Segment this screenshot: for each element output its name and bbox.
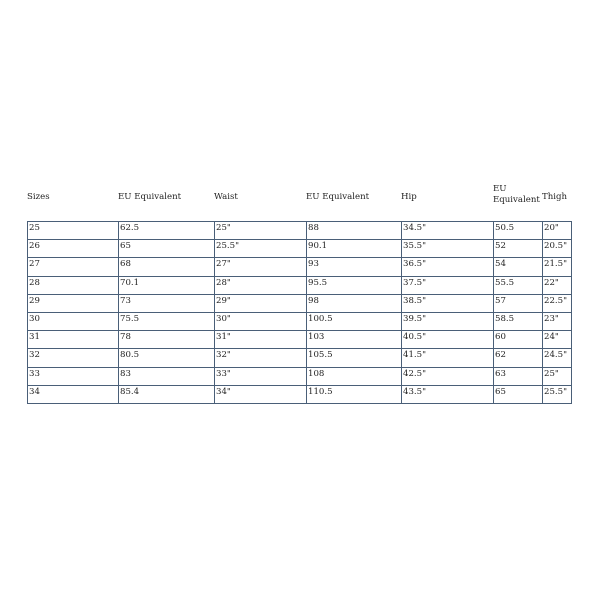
cell-thigh: 20" (543, 222, 572, 240)
cell-eu-waist: 90.1 (307, 240, 402, 258)
cell-hip: 40.5" (402, 331, 494, 349)
size-chart (27, 184, 571, 404)
cell-waist: 31" (215, 331, 307, 349)
cell-eu-hip: 55.5 (494, 276, 543, 294)
cell-waist: 33" (215, 367, 307, 385)
header-eu-equivalent-3: EU Equivalent (493, 184, 540, 205)
cell-thigh: 25" (543, 367, 572, 385)
cell-thigh: 25.5" (543, 385, 572, 403)
cell-hip: 35.5" (402, 240, 494, 258)
cell-eu-hip: 65 (494, 385, 543, 403)
cell-waist: 30" (215, 312, 307, 330)
cell-waist: 34" (215, 385, 307, 403)
cell-waist: 29" (215, 294, 307, 312)
cell-eu-size: 65 (119, 240, 215, 258)
cell-waist: 28" (215, 276, 307, 294)
cell-eu-waist: 105.5 (307, 349, 402, 367)
cell-eu-hip: 50.5 (494, 222, 543, 240)
table-row (28, 276, 572, 294)
table-row (28, 349, 572, 367)
cell-size: 26 (28, 240, 119, 258)
table-row (28, 294, 572, 312)
cell-thigh: 23" (543, 312, 572, 330)
cell-thigh: 24" (543, 331, 572, 349)
cell-thigh: 22" (543, 276, 572, 294)
table-row (28, 367, 572, 385)
cell-eu-waist: 88 (307, 222, 402, 240)
table-row (28, 331, 572, 349)
cell-hip: 43.5" (402, 385, 494, 403)
cell-eu-waist: 98 (307, 294, 402, 312)
cell-size: 33 (28, 367, 119, 385)
cell-eu-hip: 52 (494, 240, 543, 258)
table-row (28, 385, 572, 403)
cell-eu-hip: 54 (494, 258, 543, 276)
table-row (28, 222, 572, 240)
cell-size: 28 (28, 276, 119, 294)
cell-waist: 32" (215, 349, 307, 367)
cell-eu-size: 85.4 (119, 385, 215, 403)
header-eu-equivalent-2: EU Equivalent (306, 192, 370, 202)
cell-eu-size: 73 (119, 294, 215, 312)
cell-thigh: 21.5" (543, 258, 572, 276)
cell-hip: 37.5" (402, 276, 494, 294)
header-sizes: Sizes (27, 192, 50, 202)
cell-size: 34 (28, 385, 119, 403)
cell-size: 25 (28, 222, 119, 240)
cell-eu-waist: 100.5 (307, 312, 402, 330)
cell-thigh: 24.5" (543, 349, 572, 367)
cell-hip: 39.5" (402, 312, 494, 330)
cell-hip: 41.5" (402, 349, 494, 367)
cell-size: 29 (28, 294, 119, 312)
header-waist: Waist (214, 192, 238, 202)
cell-waist: 25" (215, 222, 307, 240)
cell-hip: 36.5" (402, 258, 494, 276)
cell-eu-hip: 58.5 (494, 312, 543, 330)
cell-eu-size: 78 (119, 331, 215, 349)
cell-eu-size: 80.5 (119, 349, 215, 367)
cell-hip: 42.5" (402, 367, 494, 385)
cell-eu-hip: 57 (494, 294, 543, 312)
header-hip: Hip (401, 192, 417, 202)
cell-eu-hip: 60 (494, 331, 543, 349)
cell-thigh: 22.5" (543, 294, 572, 312)
header-eu-equivalent-1: EU Equivalent (118, 192, 182, 202)
table-row (28, 240, 572, 258)
cell-size: 31 (28, 331, 119, 349)
cell-size: 32 (28, 349, 119, 367)
cell-size: 27 (28, 258, 119, 276)
cell-eu-size: 83 (119, 367, 215, 385)
cell-eu-waist: 108 (307, 367, 402, 385)
cell-eu-hip: 62 (494, 349, 543, 367)
cell-eu-waist: 103 (307, 331, 402, 349)
cell-eu-hip: 63 (494, 367, 543, 385)
size-table (27, 221, 572, 404)
cell-eu-size: 70.1 (119, 276, 215, 294)
size-table-body (28, 222, 572, 404)
cell-waist: 25.5" (215, 240, 307, 258)
table-row (28, 312, 572, 330)
cell-hip: 38.5" (402, 294, 494, 312)
cell-eu-size: 62.5 (119, 222, 215, 240)
table-row (28, 258, 572, 276)
header-thigh: Thigh (542, 192, 568, 202)
cell-size: 30 (28, 312, 119, 330)
cell-thigh: 20.5" (543, 240, 572, 258)
size-chart-header (27, 184, 571, 221)
cell-waist: 27" (215, 258, 307, 276)
cell-eu-waist: 110.5 (307, 385, 402, 403)
cell-eu-waist: 93 (307, 258, 402, 276)
cell-eu-size: 68 (119, 258, 215, 276)
cell-eu-waist: 95.5 (307, 276, 402, 294)
cell-eu-size: 75.5 (119, 312, 215, 330)
cell-hip: 34.5" (402, 222, 494, 240)
